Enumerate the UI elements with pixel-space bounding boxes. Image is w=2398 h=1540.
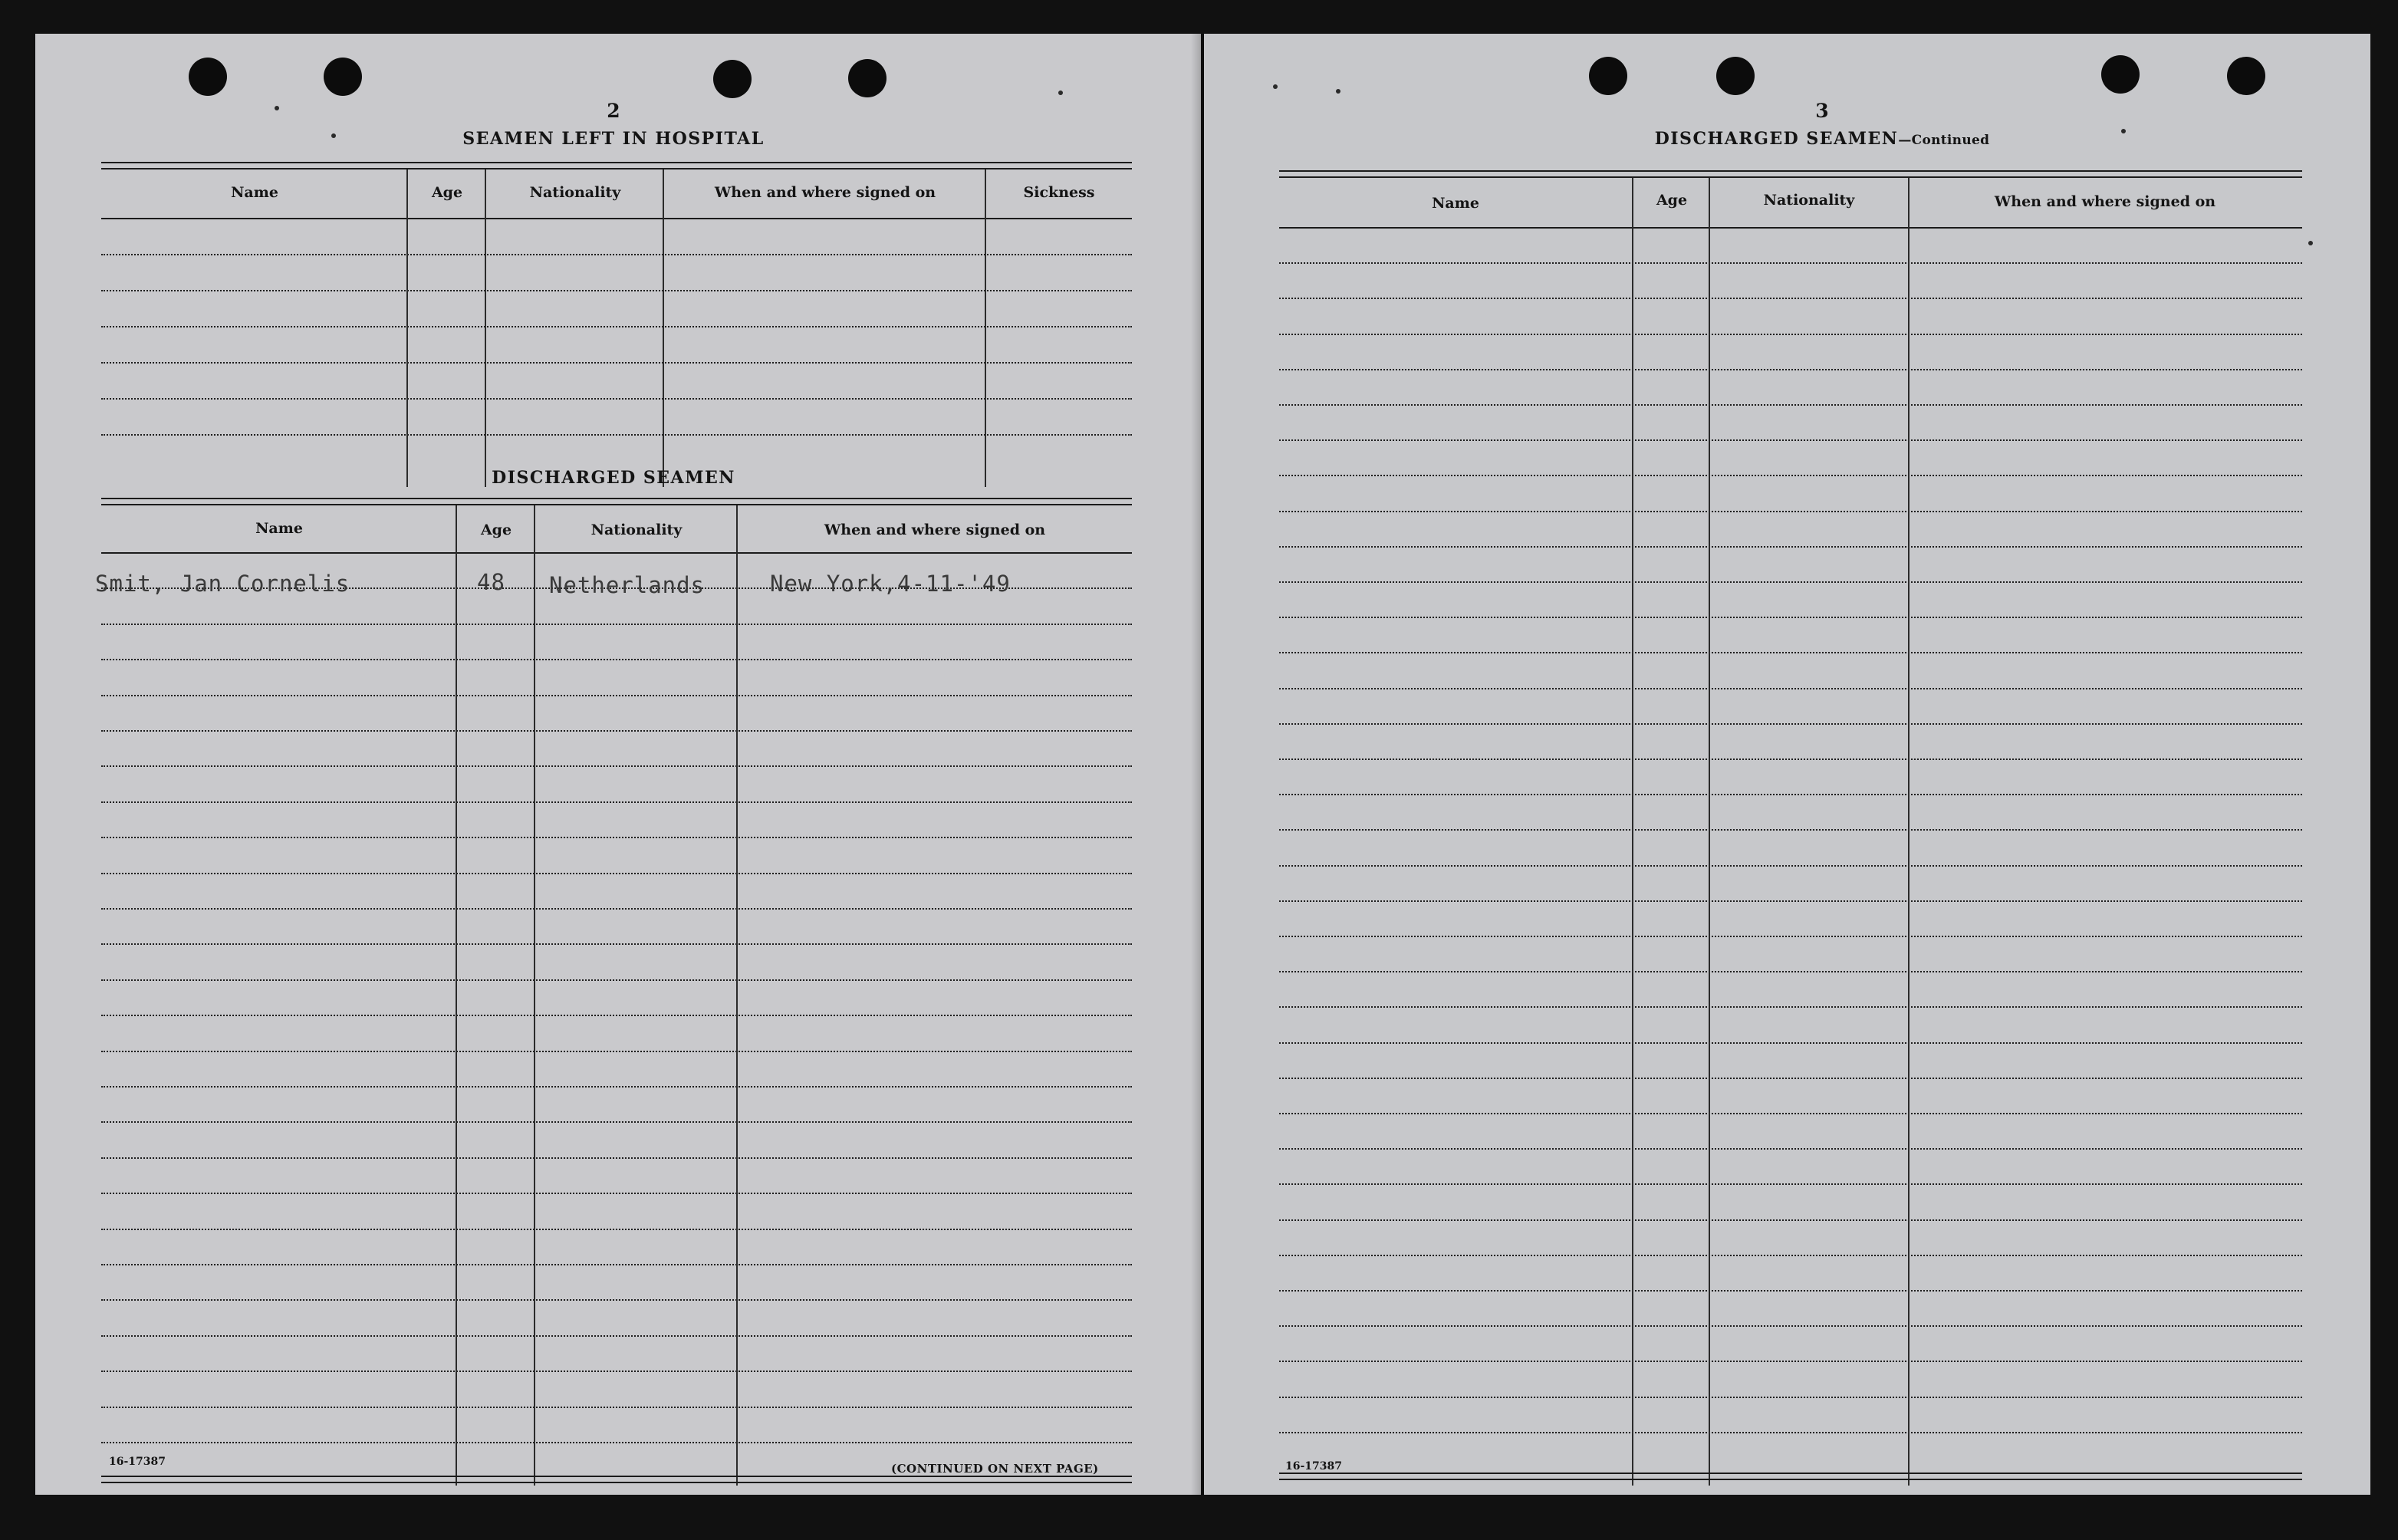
column-header-age: Age [431,184,463,201]
ruled-line [1279,1290,2302,1292]
column-header-signed-on: When and where signed on [824,522,1046,538]
ruled-line [1279,581,2302,583]
ruled-line [101,695,1132,696]
ruled-line [101,1086,1132,1088]
ruled-line [101,801,1132,803]
speck [275,106,279,110]
speck [1273,84,1278,89]
ruled-line [1279,1361,2302,1362]
form-number: 16-17387 [1285,1460,1342,1473]
entry-signed-on: New York,4-11-'49 [770,571,1011,597]
right-page [1204,34,2370,1495]
ruled-line [101,1229,1132,1230]
ruled-line [101,1442,1132,1443]
ruled-line [101,1157,1132,1159]
ruled-line [1279,723,2302,725]
column-header-signed-on: When and where signed on [1994,193,2216,210]
ruled-line [101,1015,1132,1016]
ruled-line [101,1407,1132,1408]
left-page [35,34,1201,1495]
ruled-line [101,552,1132,554]
ruled-line [101,1371,1132,1372]
ruled-line [1279,1325,2302,1327]
ruled-line [1279,1148,2302,1150]
ruled-line [101,326,1132,327]
title-suffix: —Continued [1898,133,1990,148]
discharged-section-title: DISCHARGED SEAMEN [492,468,735,488]
ruled-line [1279,1255,2302,1256]
column-header-name: Name [1432,195,1479,212]
ruled-line [1279,511,2302,512]
ruled-line [101,730,1132,732]
entry-nationality: Netherlands [549,572,706,598]
punch-hole [2227,57,2265,95]
ruled-line [1279,900,2302,902]
ruled-line [101,979,1132,981]
column-header-nationality: Nationality [1763,192,1855,209]
column-header-age: Age [480,522,512,538]
ruled-line [101,837,1132,838]
column-header-nationality: Nationality [529,184,621,201]
column-header-name: Name [255,520,303,537]
ruled-line [101,624,1132,625]
punch-hole [1589,57,1627,95]
speck [331,133,336,138]
column-header-sickness: Sickness [1023,184,1095,201]
speck [1336,89,1340,94]
ruled-line [1279,688,2302,689]
ruled-line [1279,652,2302,653]
entry-name: Smit, Jan Cornelis [95,571,350,597]
ruled-line [1279,546,2302,548]
ruled-line [1279,1432,2302,1433]
ruled-line [101,943,1132,945]
ruled-line [1279,475,2302,476]
ruled-line [1279,404,2302,406]
column-header-nationality: Nationality [590,522,683,538]
ruled-line [1279,617,2302,618]
ruled-line [101,873,1132,874]
form-number: 16-17387 [109,1456,166,1468]
ruled-line [101,290,1132,291]
ruled-line [101,1121,1132,1123]
ruled-line [1279,334,2302,335]
column-header-signed-on: When and where signed on [714,184,936,201]
ruled-line [101,1264,1132,1265]
ruled-line [1279,1042,2302,1044]
ruled-line [101,1299,1132,1301]
ruled-line [1279,298,2302,299]
ruled-line [1279,1183,2302,1185]
ruled-line [101,908,1132,910]
ruled-line [1279,1078,2302,1079]
page-number: 3 [1815,100,1829,122]
speck [1058,90,1063,95]
ruled-line [1279,1219,2302,1221]
speck [2308,241,2313,245]
ruled-line [101,218,1132,219]
ruled-line [101,362,1132,364]
ruled-line [1279,369,2302,370]
punch-hole [713,60,752,98]
ruled-line [1279,794,2302,795]
punch-hole [324,58,362,96]
ruled-line [1279,439,2302,441]
ruled-line [1279,1113,2302,1114]
ruled-line [101,765,1132,767]
column-header-age: Age [1656,192,1688,209]
ruled-line [1279,829,2302,831]
ruled-line [101,1193,1132,1194]
discharged-continued-title [1554,129,2090,149]
ruled-line [1279,865,2302,867]
ruled-line [1279,262,2302,264]
ruled-line [1279,971,2302,972]
punch-hole [848,59,887,97]
ruled-line [101,659,1132,660]
column-header-name: Name [231,184,278,201]
ruled-line [101,434,1132,436]
punch-hole [189,58,227,96]
ruled-line [1279,1006,2302,1008]
title-main: DISCHARGED SEAMEN [1654,129,1899,149]
continued-note: (CONTINUED ON NEXT PAGE) [891,1462,1099,1476]
speck [2121,129,2126,133]
hospital-section-title: SEAMEN LEFT IN HOSPITAL [462,129,765,149]
ruled-line [1279,936,2302,937]
ruled-line [101,1051,1132,1052]
ruled-line [101,254,1132,255]
ruled-line [1279,227,2302,229]
page-number: 2 [607,100,620,122]
ruled-line [1279,1397,2302,1398]
punch-hole [2101,55,2140,94]
ruled-line [101,1335,1132,1337]
entry-age: 48 [477,569,505,595]
punch-hole [1716,57,1755,95]
ruled-line [1279,758,2302,760]
ruled-line [101,398,1132,400]
